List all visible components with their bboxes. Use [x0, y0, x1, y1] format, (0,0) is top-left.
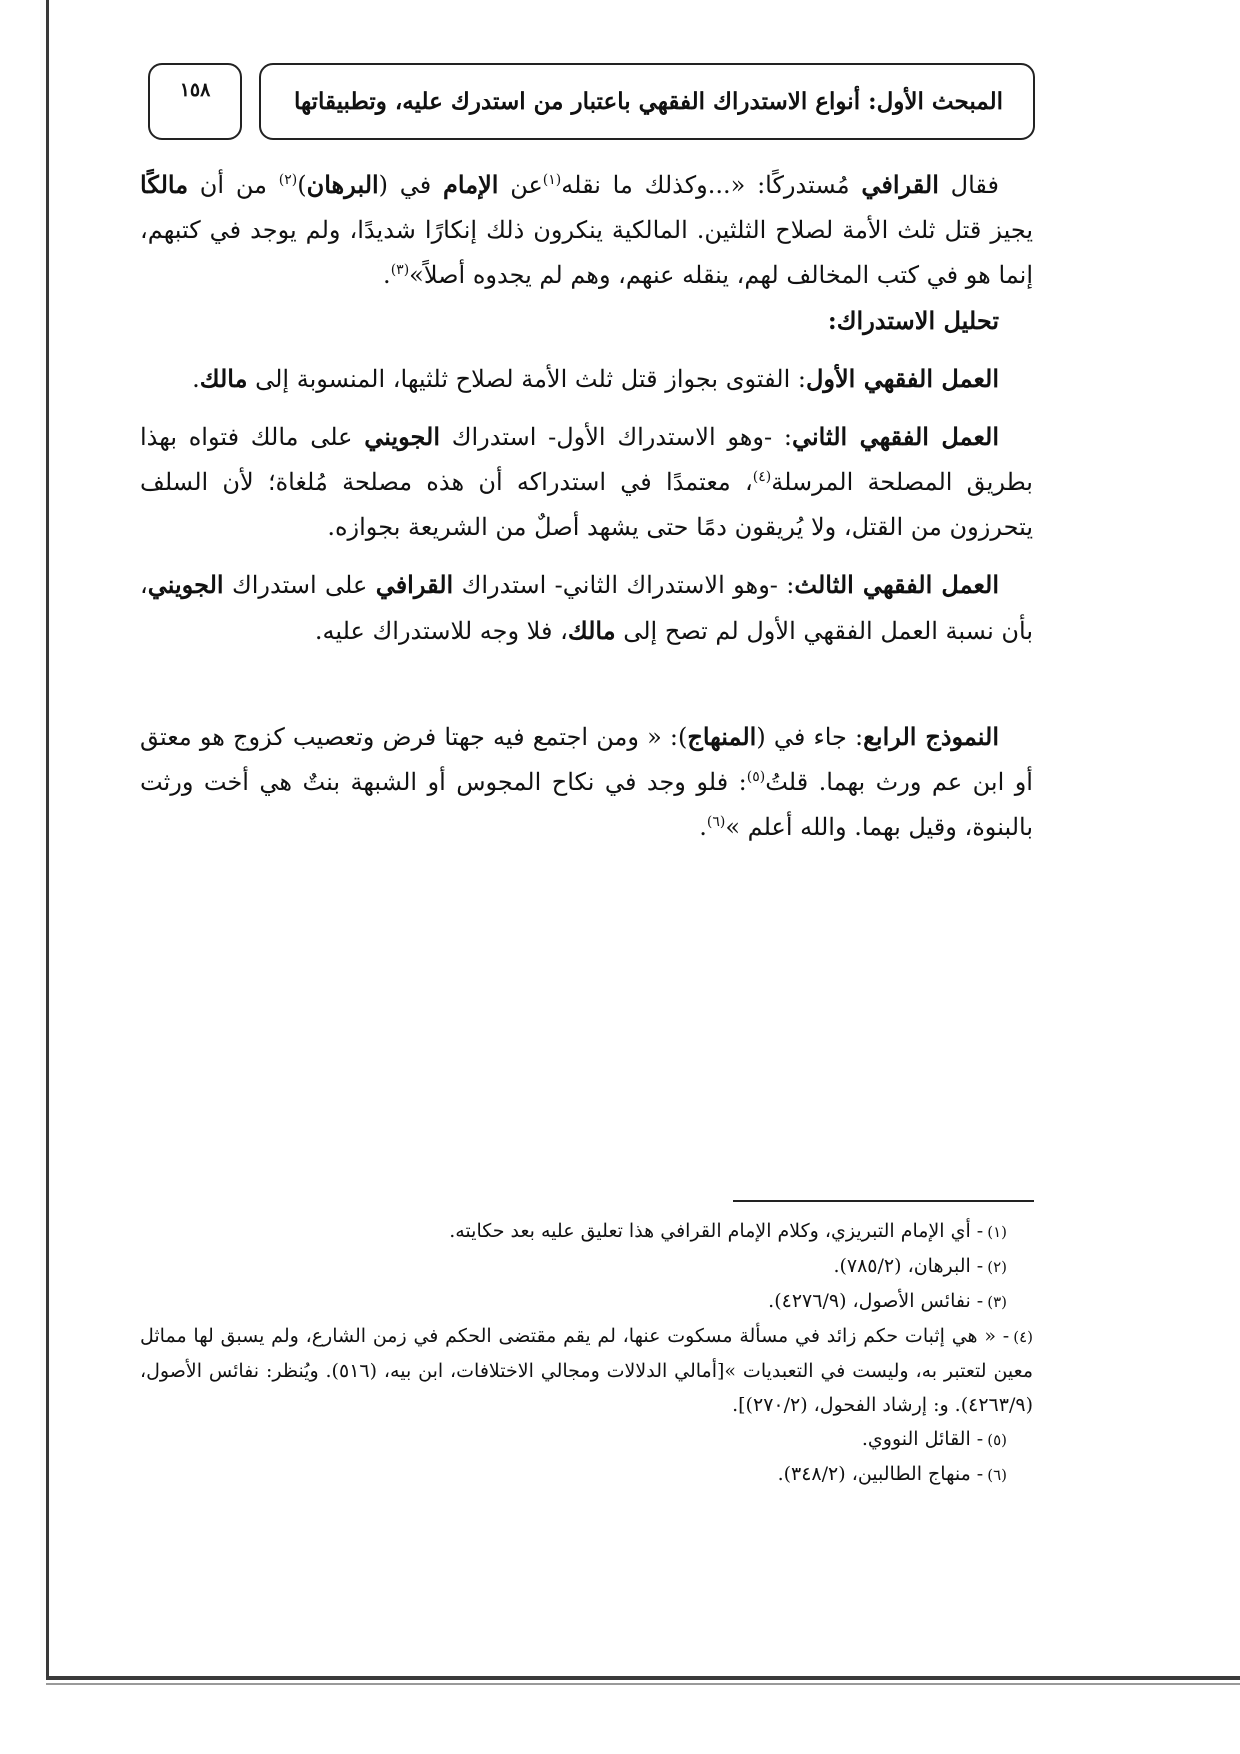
- header-title-box: [259, 63, 1035, 140]
- section-heading: [140, 298, 1033, 344]
- paragraph-1: [140, 162, 1033, 298]
- text-run: ): [297, 171, 307, 199]
- footnote-2: [140, 1249, 1033, 1284]
- text-run: على استدراك: [223, 571, 376, 599]
- footnote-separator: [733, 1200, 1034, 1202]
- paragraph-5: [140, 562, 1033, 654]
- bold-term: العمل الفقهي الأول: [805, 364, 999, 393]
- running-header: المبحث الأول: أنواع الاستدراك الفقهي باعتبار من استدرك عليه، وتطبيقاتها: [293, 88, 1003, 115]
- footnote-number: (٦): [987, 1466, 1007, 1484]
- text-run: فقال: [938, 171, 1000, 199]
- text-run: : -وهو الاستدراك الثاني- استدراك: [453, 571, 795, 599]
- text-run: : جاء في (: [756, 723, 864, 751]
- footnote-3: [140, 1284, 1033, 1319]
- text-run: .: [699, 813, 707, 841]
- footnote-ref[interactable]: (٤): [752, 469, 772, 485]
- footnote-ref[interactable]: (٣): [390, 262, 410, 278]
- text-run: في (: [378, 171, 444, 199]
- footnote-text: - البرهان، (٧٨٥/٢).: [833, 1255, 984, 1277]
- bold-term: مالكًا: [140, 170, 189, 199]
- text-run: ، فلا وجه للاستدراك عليه.: [314, 617, 568, 645]
- text-run: ، بأن نسبة العمل الفقهي الأول لم تصح إلى: [140, 571, 1033, 645]
- footnote-ref[interactable]: (٢): [278, 172, 298, 188]
- bold-term: العمل الفقهي الثالث: [794, 570, 1000, 599]
- footnote-text: - « هي إثبات حكم زائد في مسألة مسكوت عنها، لم يقم مقتضى الحكم في زمن الشارع، ولم يسبق لها مماثل معين لتعتبر به، وليست في التعبديات »[أمالي الدلالات ومجالي الاختلافات، ابن بيه، (٥١٦). ويُنظر: نفائس الأصول، (٤٢٦٣/٩). و: إرشاد الفحول، (٢٧٠/٢)].: [140, 1325, 1033, 1416]
- page-border-bottom: [46, 1676, 1240, 1680]
- footnote-text: - القائل النووي.: [861, 1428, 984, 1450]
- page-number-box: [148, 63, 242, 140]
- footnote-number: (٣): [987, 1293, 1007, 1311]
- page-number: ١٥٨: [179, 79, 211, 101]
- footnote-ref[interactable]: (٥): [746, 769, 766, 785]
- text-run: : -وهو الاستدراك الأول- استدراك: [440, 423, 792, 451]
- footnotes: [140, 1214, 1033, 1492]
- footnote-ref[interactable]: (٦): [706, 814, 726, 830]
- bold-term: القرافي: [861, 170, 939, 199]
- main-text: [140, 162, 1033, 850]
- text-run: : فلو وجد في نكاح المجوس أو الشبهة بنتٌ هي أخت ورثت بالبنوة، وقيل بهما. والله أعلم »: [140, 768, 1033, 841]
- bold-term: العمل الفقهي الثاني: [791, 422, 999, 451]
- text-run: .: [192, 365, 200, 393]
- paragraph-3: [140, 356, 1033, 402]
- bold-term: الجويني: [147, 570, 224, 599]
- bold-term: الإمام: [443, 170, 499, 199]
- bold-term: المنهاج: [687, 722, 757, 751]
- footnote-4: [140, 1319, 1033, 1422]
- analysis-heading: تحليل الاستدراك:: [827, 306, 999, 335]
- bold-term: النموذج الرابع: [863, 722, 1000, 751]
- text-run: على مالك فتواه بهذا بطريق المصلحة المرسلة: [140, 423, 1033, 496]
- bold-term: مالك: [199, 364, 248, 393]
- footnote-1: [140, 1214, 1033, 1249]
- footnote-text: - أي الإمام التبريزي، وكلام الإمام القرافي هذا تعليق عليه بعد حكايته.: [449, 1220, 984, 1242]
- bold-term: مالك: [567, 616, 616, 645]
- footnote-number: (٥): [987, 1431, 1007, 1449]
- paragraph-4: [140, 414, 1033, 550]
- text-run: من أن: [188, 171, 279, 199]
- footnote-number: (٢): [987, 1258, 1007, 1276]
- footnote-5: [140, 1422, 1033, 1457]
- footnote-number: (١): [987, 1223, 1007, 1241]
- footnote-6: [140, 1457, 1033, 1492]
- text-run: مُستدركًا: «...وكذلك ما نقله: [561, 171, 862, 199]
- paragraph-6: [140, 714, 1033, 850]
- text-run: ، معتمدًا في استدراكه أن هذه مصلحة مُلغاة؛ لأن السلف يتحرزون من القتل، ولا يُريقون دمًا حتى يشهد أصلٌ من الشريعة بجوازه.: [140, 468, 1033, 541]
- footnote-text: - منهاج الطالبين، (٣٤٨/٢).: [777, 1463, 984, 1485]
- bold-term: الجويني: [364, 422, 441, 451]
- text-run: : الفتوى بجواز قتل ثلث الأمة لصلاح ثلثيها، المنسوبة إلى: [247, 365, 806, 393]
- page-border-bottom-shadow: [46, 1683, 1240, 1685]
- text-run: يجيز قتل ثلث الأمة لصلاح الثلثين. المالكية ينكرون ذلك إنكارًا شديدًا، ولم يوجد في كتبهم، إنما هو في كتب المخالف لهم، ينقله عنهم، وهم لم يجدوه أصلاً»: [140, 216, 1033, 289]
- page-border-left: [46, 0, 49, 1679]
- text-run: ): « ومن اجتمع فيه جهتا فرض وتعصيب كزوج هو معتق أو ابن عم ورث بهما. قلتُ: [140, 723, 1033, 796]
- footnote-text: - نفائس الأصول، (٤٢٧٦/٩).: [768, 1290, 984, 1312]
- footnote-ref[interactable]: (١): [542, 172, 562, 188]
- text-run: .: [383, 261, 391, 289]
- bold-term: البرهان: [306, 170, 379, 199]
- text-run: عن: [498, 171, 543, 199]
- bold-term: القرافي: [375, 570, 454, 599]
- footnote-number: (٤): [1013, 1328, 1033, 1346]
